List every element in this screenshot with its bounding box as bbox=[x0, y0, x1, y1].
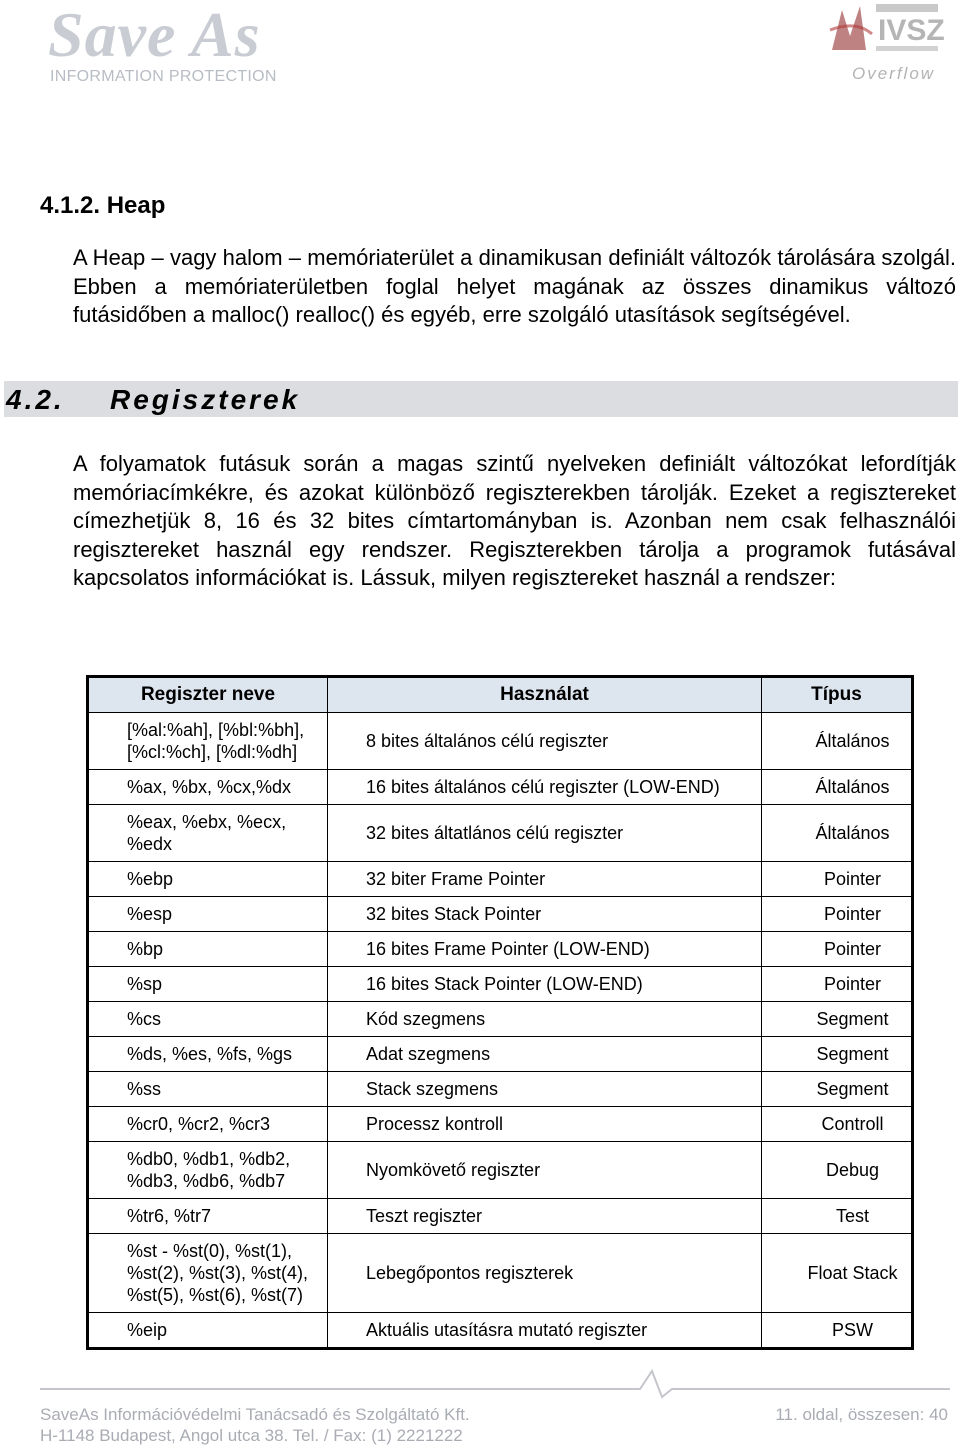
register-use-cell: 16 bites Stack Pointer (LOW-END) bbox=[328, 967, 762, 1002]
ivsz-logo bbox=[826, 0, 946, 60]
register-use-cell: Stack szegmens bbox=[328, 1072, 762, 1107]
registers-heading-title: Regiszterek bbox=[110, 384, 301, 415]
register-type-cell: Segment bbox=[762, 1072, 913, 1107]
register-use-cell: Nyomkövető regiszter bbox=[328, 1142, 762, 1199]
footer-address: H-1148 Budapest, Angol utca 38. Tel. / Fax: (1) 2221222 bbox=[40, 1426, 463, 1445]
register-type-cell: Általános bbox=[762, 713, 913, 770]
register-name-cell: %cr0, %cr2, %cr3 bbox=[88, 1107, 328, 1142]
register-name-cell: %sp bbox=[88, 967, 328, 1002]
column-header-type: Típus bbox=[762, 677, 913, 713]
register-use-cell: 32 biter Frame Pointer bbox=[328, 862, 762, 897]
register-use-cell: Adat szegmens bbox=[328, 1037, 762, 1072]
register-type-cell: Test bbox=[762, 1199, 913, 1234]
register-type-cell: Pointer bbox=[762, 932, 913, 967]
registers-heading-number: 4.2. bbox=[6, 384, 65, 415]
saveas-logo bbox=[48, 2, 328, 88]
register-name-cell: %bp bbox=[88, 932, 328, 967]
register-type-cell: Float Stack bbox=[762, 1234, 913, 1313]
registers-paragraph: A folyamatok futásuk során a magas szintű nyelveken definiált változókat lefordítják memóriacímkékre, és azokat különböző regiszterekben tárolják. Ezeket a regisztereket címezhetjük 8, 16 és 32 bites címtartományban is. Azonban nem csak felhasználói regisztereket használ egy rendszer. Regiszterekben tárolja a programok futásával kapcsolatos információkat is. Lássuk, milyen regisztereket használ a rendszer: bbox=[73, 451, 956, 591]
register-type-cell: Pointer bbox=[762, 967, 913, 1002]
column-header-use: Használat bbox=[328, 677, 762, 713]
overflow-label: Overflow bbox=[852, 64, 936, 83]
table-row bbox=[88, 770, 913, 805]
column-header-name: Regiszter neve bbox=[88, 677, 328, 713]
register-name-cell: [%al:%ah], [%bl:%bh], [%cl:%ch], [%dl:%dh] bbox=[88, 713, 328, 770]
register-name-cell: %st - %st(0), %st(1), %st(2), %st(3), %st(4), %st(5), %st(6), %st(7) bbox=[88, 1234, 328, 1313]
table-row bbox=[88, 862, 913, 897]
registers-heading bbox=[6, 384, 300, 416]
register-use-cell: Processz kontroll bbox=[328, 1107, 762, 1142]
register-type-cell: Pointer bbox=[762, 897, 913, 932]
table-row bbox=[88, 897, 913, 932]
table-row bbox=[88, 713, 913, 770]
heap-paragraph: A Heap – vagy halom – memóriaterület a dinamikusan definiált változók tárolására szolgál. Ebben a memóriaterületben foglal helyet magának az összes dinamikus változó futásidőben a malloc() realloc() és egyéb, erre szolgáló utasítások segítségével. bbox=[73, 245, 956, 328]
register-type-cell: Controll bbox=[762, 1107, 913, 1142]
table-row bbox=[88, 1072, 913, 1107]
table-row bbox=[88, 967, 913, 1002]
register-type-cell: Általános bbox=[762, 770, 913, 805]
register-name-cell: %ebp bbox=[88, 862, 328, 897]
footer-company: SaveAs Információvédelmi Tanácsadó és Szolgáltató Kft. bbox=[40, 1405, 470, 1424]
register-type-cell: PSW bbox=[762, 1313, 913, 1349]
register-use-cell: 16 bites Frame Pointer (LOW-END) bbox=[328, 932, 762, 967]
table-header-row bbox=[88, 677, 913, 713]
register-use-cell: Teszt regiszter bbox=[328, 1199, 762, 1234]
register-use-cell: 8 bites általános célú regiszter bbox=[328, 713, 762, 770]
register-type-cell: Debug bbox=[762, 1142, 913, 1199]
register-table bbox=[86, 675, 914, 1350]
register-use-cell: Aktuális utasításra mutató regiszter bbox=[328, 1313, 762, 1349]
register-use-cell: Kód szegmens bbox=[328, 1002, 762, 1037]
register-name-cell: %eip bbox=[88, 1313, 328, 1349]
logo-subtitle: INFORMATION PROTECTION bbox=[50, 68, 277, 85]
register-use-cell: Lebegőpontos regiszterek bbox=[328, 1234, 762, 1313]
register-type-cell: Pointer bbox=[762, 862, 913, 897]
table-row bbox=[88, 1142, 913, 1199]
register-type-cell: Segment bbox=[762, 1002, 913, 1037]
table-row bbox=[88, 1107, 913, 1142]
footer-page-info: 11. oldal, összesen: 40 bbox=[775, 1405, 948, 1424]
table-row bbox=[88, 805, 913, 862]
table-row bbox=[88, 1002, 913, 1037]
heap-heading: 4.1.2. Heap bbox=[40, 192, 166, 219]
register-type-cell: Általános bbox=[762, 805, 913, 862]
ivsz-emblem-icon bbox=[826, 0, 946, 60]
register-name-cell: %tr6, %tr7 bbox=[88, 1199, 328, 1234]
table-row bbox=[88, 932, 913, 967]
register-name-cell: %ds, %es, %fs, %gs bbox=[88, 1037, 328, 1072]
register-use-cell: 32 bites Stack Pointer bbox=[328, 897, 762, 932]
register-name-cell: %db0, %db1, %db2, %db3, %db6, %db7 bbox=[88, 1142, 328, 1199]
register-name-cell: %esp bbox=[88, 897, 328, 932]
table-row bbox=[88, 1037, 913, 1072]
table-row bbox=[88, 1234, 913, 1313]
register-name-cell: %eax, %ebx, %ecx, %edx bbox=[88, 805, 328, 862]
footer-divider bbox=[40, 1367, 950, 1399]
register-use-cell: 32 bites áltatlános célú regiszter bbox=[328, 805, 762, 862]
register-use-cell: 16 bites általános célú regiszter (LOW-END) bbox=[328, 770, 762, 805]
register-name-cell: %ax, %bx, %cx,%dx bbox=[88, 770, 328, 805]
table-row bbox=[88, 1199, 913, 1234]
register-name-cell: %cs bbox=[88, 1002, 328, 1037]
table-row bbox=[88, 1313, 913, 1349]
logo-text: Save As bbox=[48, 0, 261, 70]
ivsz-logo-text: IVSZ bbox=[878, 14, 945, 47]
register-name-cell: %ss bbox=[88, 1072, 328, 1107]
register-type-cell: Segment bbox=[762, 1037, 913, 1072]
